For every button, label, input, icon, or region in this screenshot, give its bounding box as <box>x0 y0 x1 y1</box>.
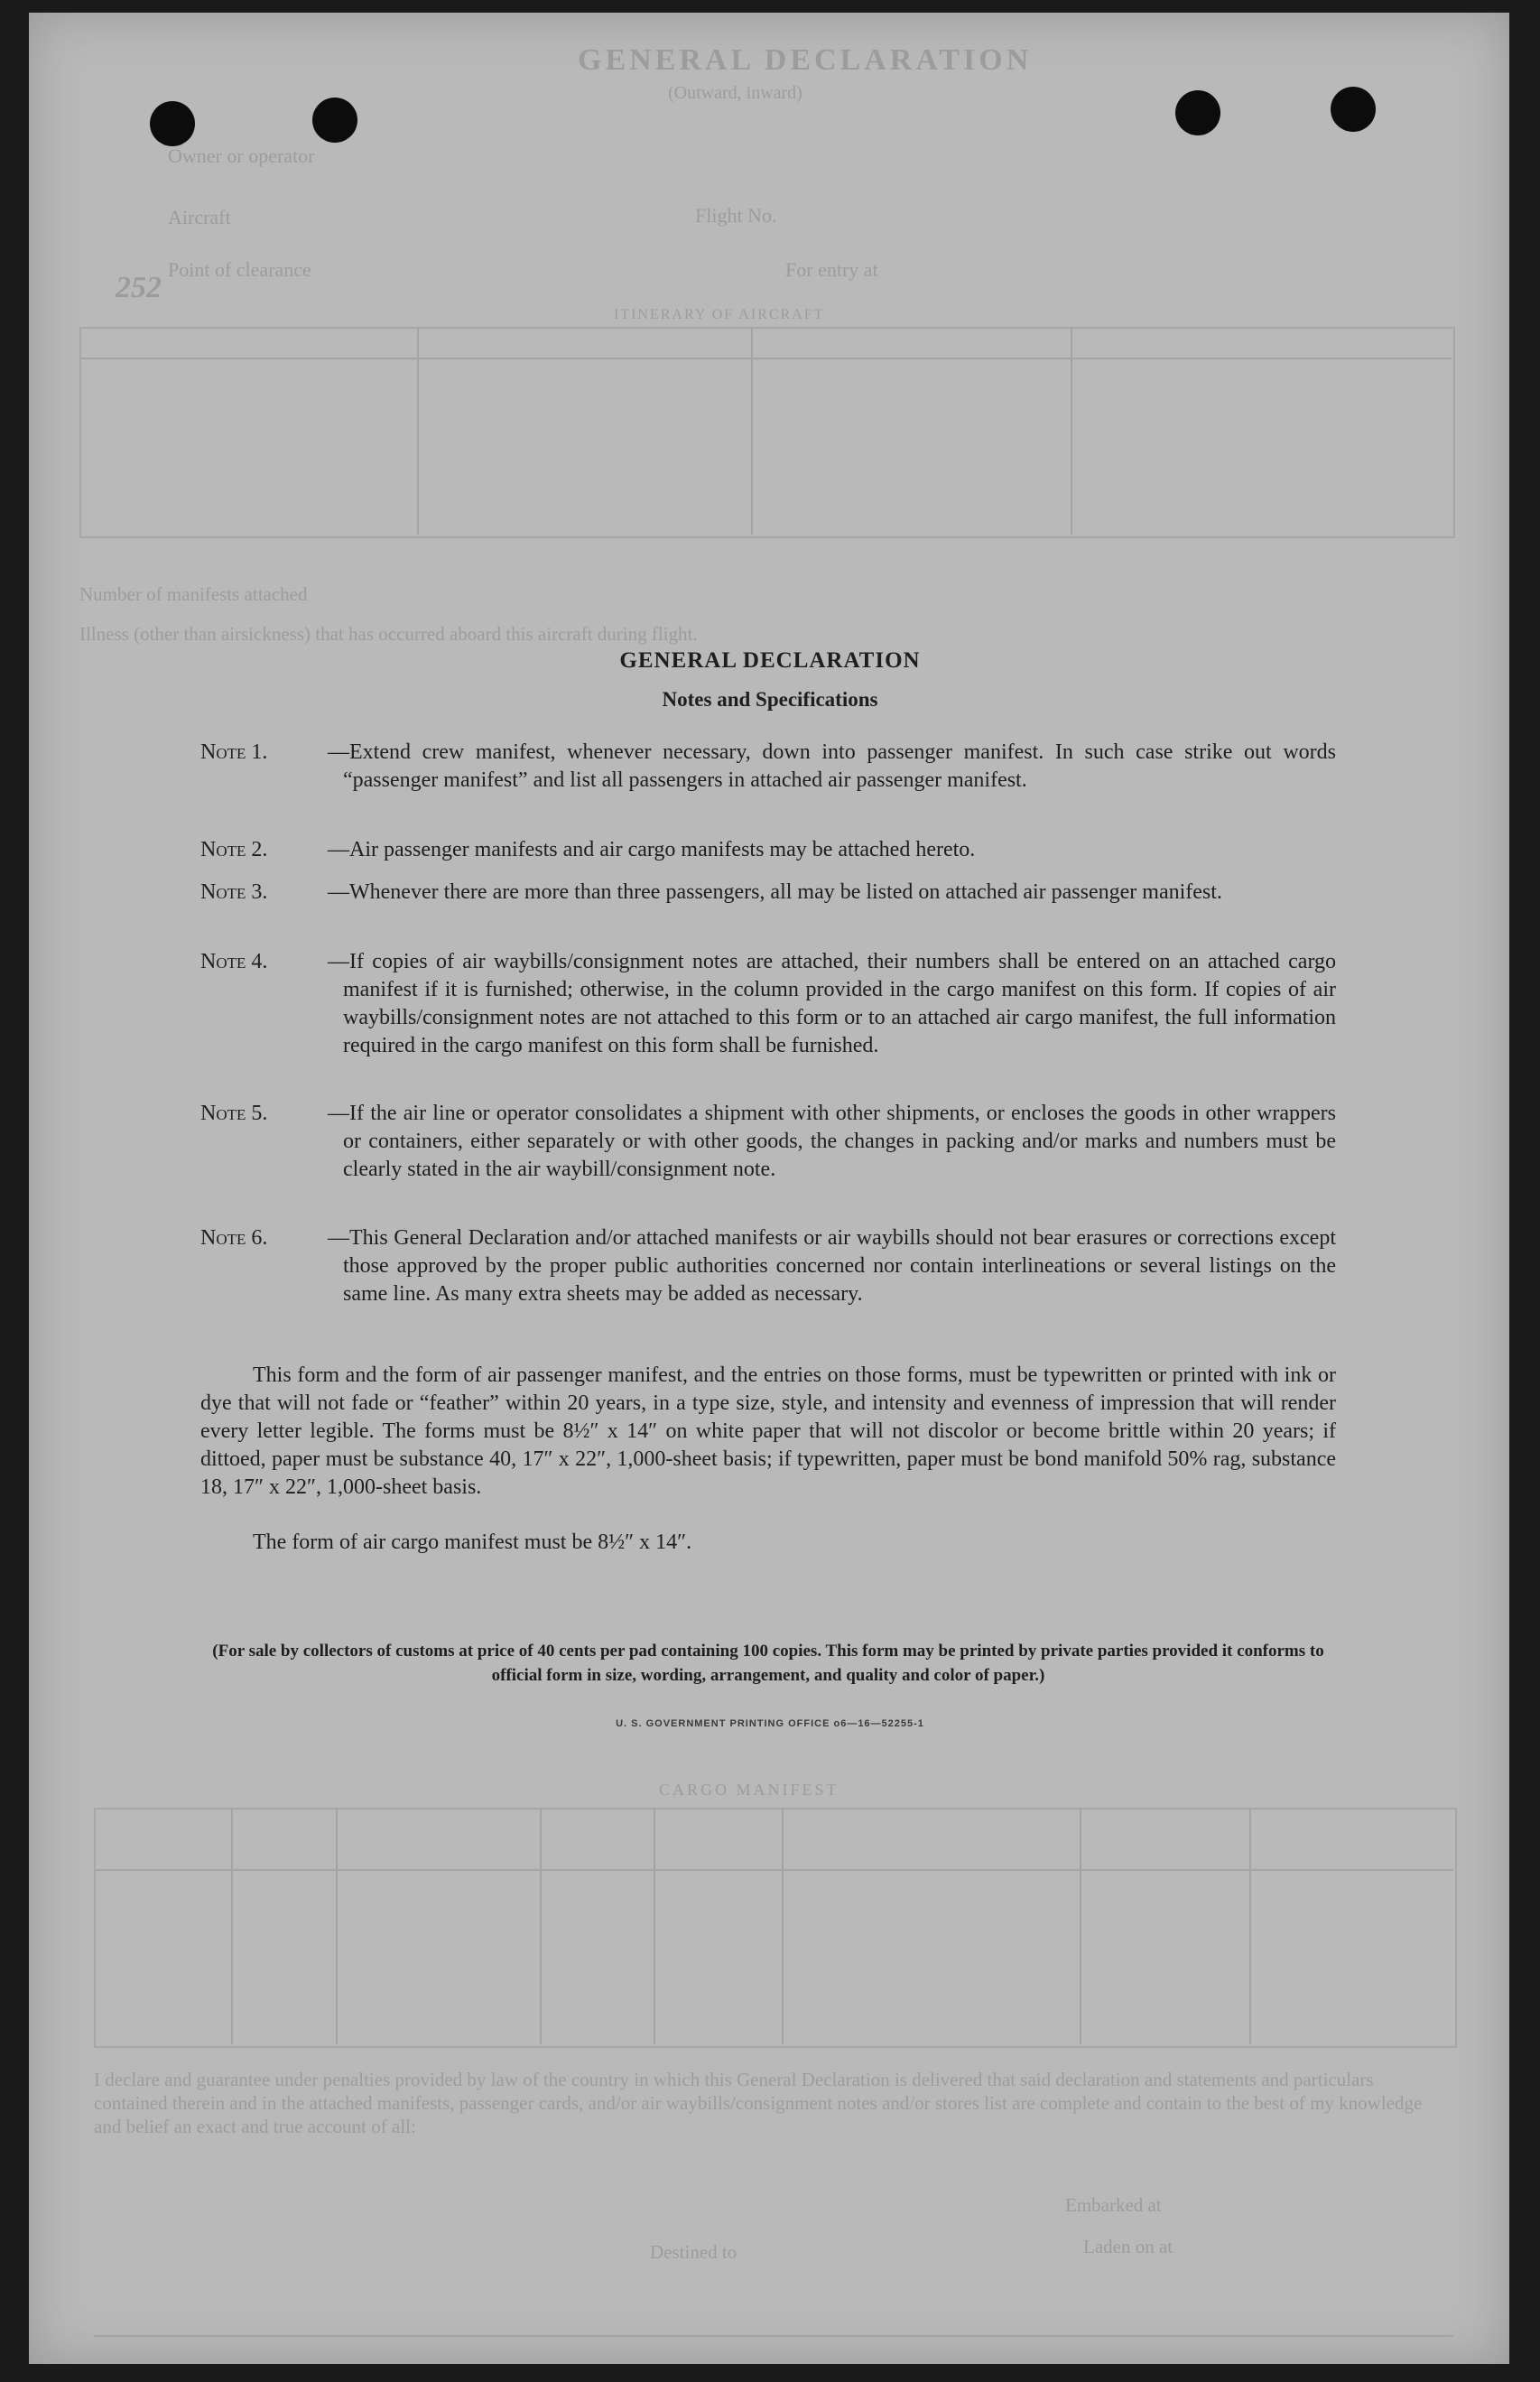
punch-hole-right-1 <box>1175 90 1220 135</box>
ghost-embarked-label: Embarked at <box>1065 2194 1162 2216</box>
ghost-line <box>654 1808 655 2044</box>
ghost-laden-label: Laden on at <box>1083 2236 1174 2257</box>
ghost-header: GENERAL DECLARATION <box>578 43 1033 77</box>
ghost-destined-label: Destined to <box>650 2241 738 2263</box>
note-2 <box>200 836 1336 864</box>
ghost-aircraft-label: Aircraft <box>168 206 231 228</box>
ghost-for-entry: For entry at <box>785 258 878 281</box>
note-label: Note 1. <box>200 740 268 764</box>
ghost-number-252: 252 <box>116 271 162 304</box>
ghost-owner-label: Owner or operator <box>168 144 315 167</box>
specifications-paragraph: This form and the form of air passenger manifest, and the entries on those forms, must be typewritten or printed with ink or dye that will not fade or “feather” within 20 years, in a type size, style, and intensity and evenness of impression that will render every letter legible. The forms must be 8½″ x 14″ on white paper that will not discolor or become brittle within 20 years; if dittoed, paper must be substance 40, 17″ x 22″, 1,000-sheet basis; if typewritten, paper must be bond manifold 50% rag, substance 18, 17″ x 22″, 1,000-sheet basis. <box>200 1363 1336 1499</box>
note-text: —Air passenger manifests and air cargo manifests may be attached hereto. <box>328 838 976 861</box>
note-6 <box>200 1224 1336 1308</box>
ghost-line <box>782 1808 784 2044</box>
punch-hole-right-2 <box>1331 87 1376 132</box>
ghost-line <box>94 2335 1453 2337</box>
note-label: Note 2. <box>200 838 268 861</box>
ghost-line <box>1080 1808 1081 2044</box>
note-1 <box>200 739 1336 795</box>
note-label: Note 3. <box>200 880 268 904</box>
punch-hole-left-1 <box>150 101 195 146</box>
sale-note: (For sale by collectors of customs at price of 40 cents per pad containing 100 copies. This form may be printed by private parties provided it conforms to official form in size, wording, arrangement, and quality and color of paper.) <box>212 1642 1324 1685</box>
ghost-point-label: Point of clearance <box>168 258 311 281</box>
punch-hole-left-2 <box>312 98 357 143</box>
page-title: GENERAL DECLARATION <box>619 648 921 673</box>
note-label: Note 5. <box>200 1102 268 1125</box>
note-text: —If the air line or operator consolidates a shipment with other shipments, or encloses the goods in other wrappers or containers, either separately or with other goods, the changes in packing and/or marks and numbers must be clearly stated in the air waybill/consignment note. <box>328 1102 1336 1181</box>
ghost-header-sub: (Outward, inward) <box>668 83 802 103</box>
printing-office-line: U. S. GOVERNMENT PRINTING OFFICE o6—16—52255-1 <box>616 1718 924 1729</box>
note-text: —This General Declaration and/or attached manifests or air waybills should not bear erasures or corrections except those approved by the proper public authorities concerned nor contain interlineations or several listings on the same line. As many extra sheets may be added as necessary. <box>328 1226 1336 1306</box>
ghost-line <box>231 1808 233 2044</box>
ghost-cargo-table <box>94 1808 1457 2048</box>
ghost-line <box>79 358 1452 359</box>
ghost-line <box>540 1808 542 2044</box>
ghost-flight-label: Flight No. <box>695 204 777 227</box>
note-3 <box>200 879 1336 907</box>
note-5 <box>200 1100 1336 1184</box>
cargo-manifest-size-line: The form of air cargo manifest must be 8½″ x 14″. <box>253 1531 692 1554</box>
ghost-line <box>336 1808 338 2044</box>
page-subtitle: Notes and Specifications <box>662 688 878 711</box>
note-text: —If copies of air waybills/consignment notes are attached, their numbers shall be entered on an attached cargo manifest if it is furnished; otherwise, in the column provided in the cargo manifest on this form. If copies of air waybills/consignment notes are not attached to this form or to an attached air cargo manifest, the full information required in the cargo manifest on this form shall be furnished. <box>328 950 1336 1057</box>
ghost-line <box>1249 1808 1251 2044</box>
note-label: Note 6. <box>200 1226 268 1250</box>
ghost-line <box>94 1869 1453 1871</box>
ghost-cargo-manifest: CARGO MANIFEST <box>659 1781 840 1799</box>
note-text: —Whenever there are more than three passengers, all may be listed on attached air passenger manifest. <box>328 880 1222 904</box>
ghost-itinerary: ITINERARY OF AIRCRAFT <box>614 307 825 322</box>
ghost-illness-label: Illness (other than airsickness) that has occurred aboard this aircraft during flight. <box>79 623 698 645</box>
note-label: Note 4. <box>200 950 268 973</box>
ghost-declaration-text: I declare and guarantee under penalties provided by law of the country in which this General Declaration is delivered that said declaration and statements and particulars contained therein and in the attached manifests, passenger cards, and/or air waybills/consignment notes and/or stores list are complete and contain to the best of my knowledge and belief an exact and true account of all: <box>94 2069 1423 2137</box>
note-text: —Extend crew manifest, whenever necessary, down into passenger manifest. In such case strike out words “passenger manifest” and list all passengers in attached air passenger manifest. <box>328 740 1336 792</box>
ghost-manifests-label: Number of manifests attached <box>79 583 308 605</box>
note-4 <box>200 948 1336 1060</box>
